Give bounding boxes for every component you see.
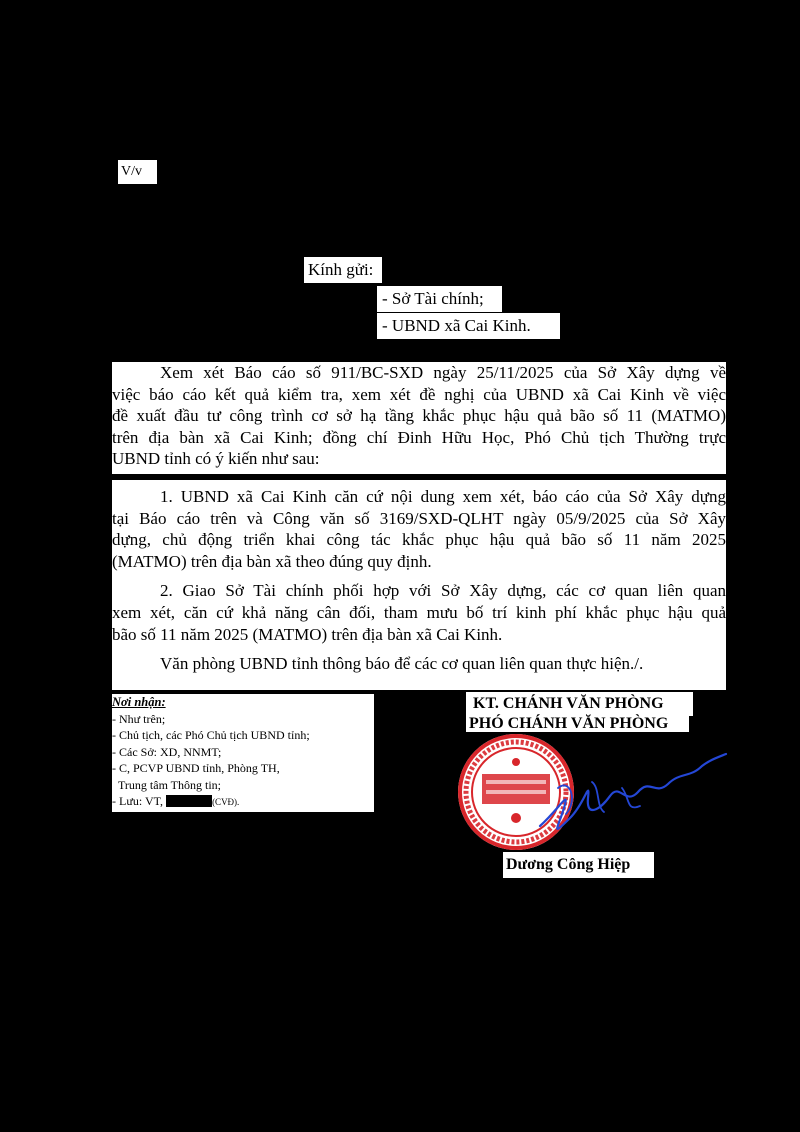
receiver-line: - Các Sở: XD, NNMT; bbox=[112, 744, 222, 759]
item1-line: 1. UBND xã Cai Kinh căn cứ nội dung xem xét, báo cáo của Sở Xây dựng bbox=[160, 487, 726, 506]
intro-line: Xem xét Báo cáo số 911/BC-SXD ngày 25/11/2025 của Sở Xây dựng về bbox=[160, 363, 726, 382]
body-section bbox=[112, 480, 726, 690]
signature-title-1: KT. CHÁNH VĂN PHÒNG bbox=[466, 692, 693, 716]
closing-line: Văn phòng UBND tỉnh thông báo để các cơ quan liên quan thực hiện./. bbox=[160, 654, 644, 674]
receiver-storage-line bbox=[112, 793, 374, 811]
item1-line: dựng, chủ động triển khai công tác khắc phục hậu quả bão số 11 năm 2025 bbox=[112, 530, 726, 550]
intro-line: việc báo cáo kết quả kiểm tra, xem xét đề nghị của UBND xã Cai Kinh về việc bbox=[112, 384, 726, 404]
item1-line: (MATMO) trên địa bàn xã theo đúng quy định. bbox=[112, 551, 432, 571]
intro-line: UBND tỉnh có ý kiến như sau: bbox=[112, 449, 320, 469]
recipient-1: - Sở Tài chính; bbox=[377, 286, 502, 312]
signer-name: Dương Công Hiệp bbox=[503, 852, 654, 878]
storage-redacted bbox=[166, 795, 212, 807]
item2-line: bão số 11 năm 2025 (MATMO) trên địa bàn xã Cai Kinh. bbox=[112, 624, 503, 644]
item2-line: xem xét, căn cứ khả năng cân đối, tham mưu bố trí kinh phí khắc phục hậu quả bbox=[112, 602, 726, 622]
handwritten-signature-icon bbox=[530, 748, 730, 844]
intro-line: trên địa bàn xã Cai Kinh; đồng chí Đinh Hữu Học, Phó Chủ tịch Thường trực bbox=[112, 427, 726, 447]
subject-abbrev: V/v bbox=[118, 160, 157, 184]
receiver-line: - C, PCVP UBND tỉnh, Phòng TH, bbox=[112, 761, 280, 775]
intro-line: đề xuất đầu tư công trình cơ sở hạ tầng khắc phục hậu quả bão số 11 (MATMO) bbox=[112, 406, 726, 426]
storage-suffix: (CVĐ). bbox=[212, 797, 240, 807]
item2-line: 2. Giao Sở Tài chính phối hợp với Sở Xây dựng, các cơ quan liên quan bbox=[160, 581, 726, 601]
item1-line: tại Báo cáo trên và Công văn số 3169/SXD-QLHT ngày 05/9/2025 của Sở Xây bbox=[112, 508, 726, 528]
intro-paragraph bbox=[112, 362, 726, 474]
salutation-label: Kính gửi: bbox=[304, 257, 382, 283]
receivers-block bbox=[112, 694, 374, 812]
recipient-2: - UBND xã Cai Kinh. bbox=[377, 313, 560, 339]
receiver-line: - Như trên; bbox=[112, 711, 166, 726]
storage-prefix: - Lưu: VT, bbox=[112, 794, 164, 808]
receivers-heading: Nơi nhận: bbox=[112, 695, 166, 709]
receiver-line: Trung tâm Thông tin; bbox=[118, 777, 222, 792]
receiver-line: - Chủ tịch, các Phó Chủ tịch UBND tỉnh; bbox=[112, 728, 310, 742]
signature-title-2: PHÓ CHÁNH VĂN PHÒNG bbox=[466, 714, 689, 732]
